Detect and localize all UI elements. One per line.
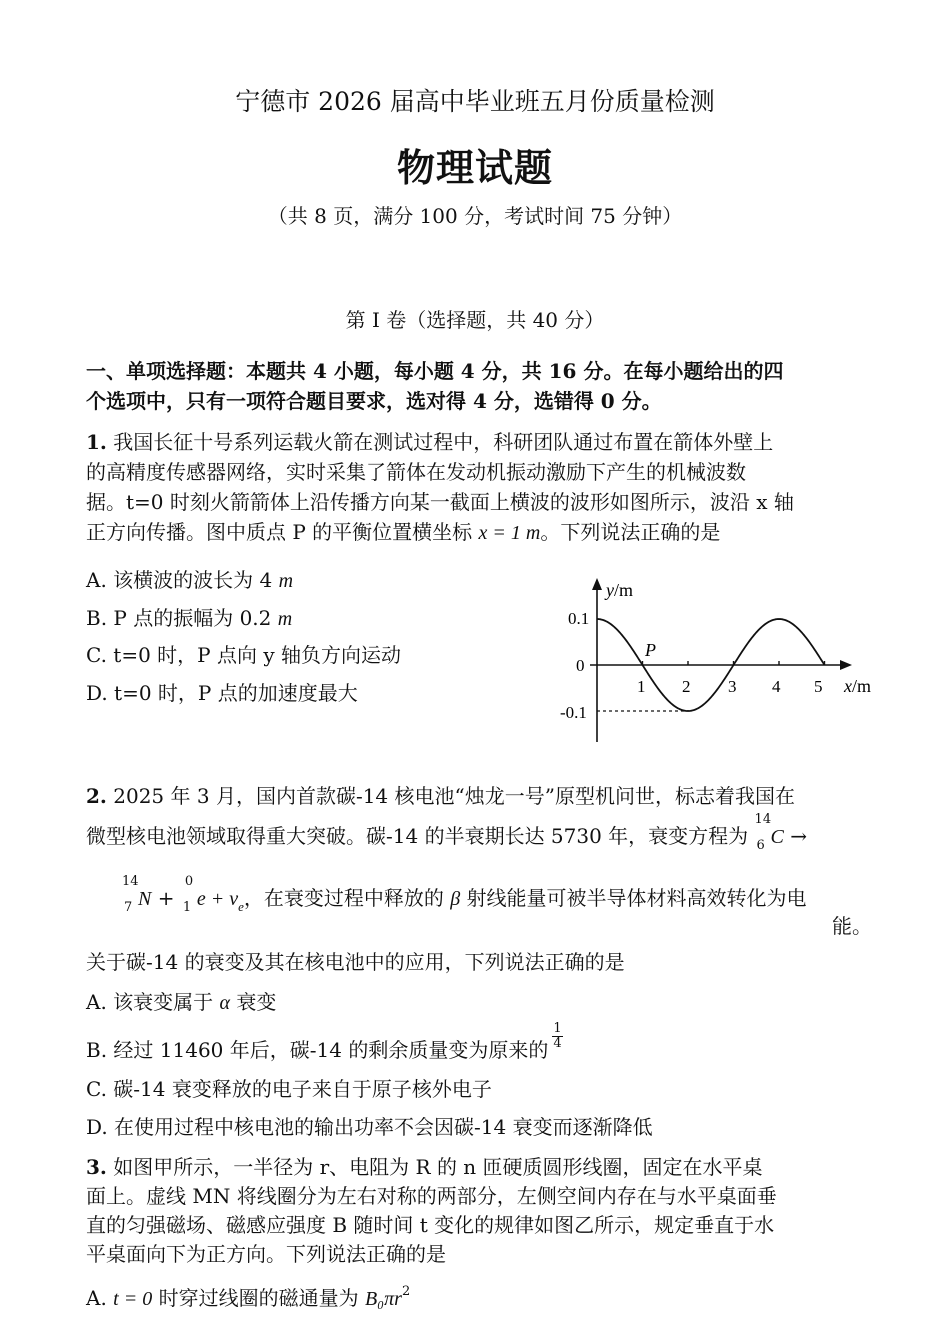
graph-origin-label: 0 <box>576 656 585 675</box>
graph-y-arrow <box>592 578 602 590</box>
q1-number: 1. <box>86 430 107 454</box>
q2-line-5: 关于碳-14 的衰变及其在核电池中的应用，下列说法正确的是 <box>86 950 625 974</box>
graph-tick-2: 2 <box>682 677 691 696</box>
graph-x-label: x/m <box>844 676 872 696</box>
graph-point-p: P <box>645 640 656 660</box>
exam-subtitle: 宁德市 2026 届高中毕业班五月份质量检测 <box>235 87 715 116</box>
graph-tick-4: 4 <box>772 677 781 696</box>
q2-option-b[interactable]: B. 经过 11460 年后，碳-14 的剩余质量变为原来的 $\frac{1}{4}$ <box>86 1021 562 1062</box>
graph-tick-3: 3 <box>728 677 737 696</box>
q2-line-2: 微型核电池领域取得重大突破。碳-14 的半衰期长达 5730 年，衰变方程为 14 6 C → <box>86 812 808 853</box>
q3-line-1: 3. 如图甲所示，一半径为 r、电阻为 R 的 n 匝硬质圆形线圈，固定在水平桌 <box>86 1155 763 1179</box>
q1-option-d[interactable]: D. t=0 时，P 点的加速度最大 <box>86 681 358 705</box>
one-quarter-fraction: $\frac{1}{4}$ <box>553 1021 562 1051</box>
section-title: 第 I 卷（选择题，共 40 分） <box>345 308 605 332</box>
graph-y-bottom-label: -0.1 <box>560 703 587 722</box>
exam-title: 物理试题 <box>396 145 553 190</box>
electron-nuclide: 0 1 <box>182 874 194 915</box>
exam-info: （共 8 页，满分 100 分，考试时间 75 分钟） <box>267 204 683 228</box>
graph-tick-1: 1 <box>637 677 646 696</box>
q3-number: 3. <box>86 1155 107 1179</box>
q2-option-c[interactable]: C. 碳-14 衰变释放的电子来自于原子核外电子 <box>86 1077 492 1101</box>
q3-line-2: 面上。虚线 MN 将线圈分为左右对称的两部分，左侧空间内存在与水平桌面垂 <box>86 1184 777 1208</box>
q1-line-4: 正方向传播。图中质点 P 的平衡位置横坐标 x = 1 m。下列说法正确的是 <box>86 520 721 544</box>
q1-line-1: 1. 我国长征十号系列运载火箭在测试过程中，科研团队通过布置在箭体外壁上 <box>86 430 774 454</box>
q1-line-3: 据。t=0 时刻火箭箭体上沿传播方向某一截面上横波的波形如图所示，波沿 x 轴 <box>86 490 794 514</box>
q3-line-3: 直的匀强磁场、磁感应强度 B 随时间 t 变化的规律如图乙所示，规定垂直于水 <box>86 1213 775 1237</box>
q1-position-value: x = 1 m <box>478 522 541 544</box>
q2-line-3: 14 7 N + 0 1 $e + \nu_e$，在衰变过程中释放的 β 射线能量可被半导体材料高效转化为电 <box>122 874 807 915</box>
q1-option-a[interactable]: A. 该横波的波长为 4 m <box>86 568 294 592</box>
q1-line-2: 的高精度传感器网络，实时采集了箭体在发动机振动激励下产生的机械波数 <box>86 460 746 484</box>
q2-line-4: 能。 <box>832 914 872 938</box>
q2-number: 2. <box>86 784 107 808</box>
q2-option-d[interactable]: D. 在使用过程中核电池的输出功率不会因碳-14 衰变而逐渐降低 <box>86 1115 653 1139</box>
nitrogen-14-nuclide: 14 7 <box>122 874 139 915</box>
q2-option-a[interactable]: A. 该衰变属于 α 衰变 <box>86 990 277 1014</box>
graph-y-label: y/m <box>606 580 634 600</box>
wave-graph <box>548 572 878 752</box>
section-instruction-line-1: 一、单项选择题：本题共 4 小题，每小题 4 分，共 16 分。在每小题给出的四 <box>86 359 784 383</box>
section-instruction-line-2: 个选项中，只有一项符合题目要求，选对得 4 分，选错得 0 分。 <box>86 389 662 413</box>
decay-arrow: → <box>790 824 808 848</box>
carbon-14-nuclide: 14 6 <box>754 812 772 853</box>
q3-option-a[interactable]: A. t = 0 时穿过线圈的磁通量为 $B_0\pi r^2$ <box>86 1284 411 1310</box>
graph-y-top-label: 0.1 <box>568 609 590 628</box>
graph-x-arrow <box>840 660 852 670</box>
q2-line-1: 2. 2025 年 3 月，国内首款碳-14 核电池“烛龙一号”原型机问世，标志着我国在 <box>86 784 795 808</box>
q1-option-c[interactable]: C. t=0 时，P 点向 y 轴负方向运动 <box>86 643 402 667</box>
q3-line-4: 平桌面向下为正方向。下列说法正确的是 <box>86 1242 446 1266</box>
q1-option-b[interactable]: B. P 点的振幅为 0.2 m <box>86 606 293 630</box>
graph-tick-5: 5 <box>814 677 823 696</box>
